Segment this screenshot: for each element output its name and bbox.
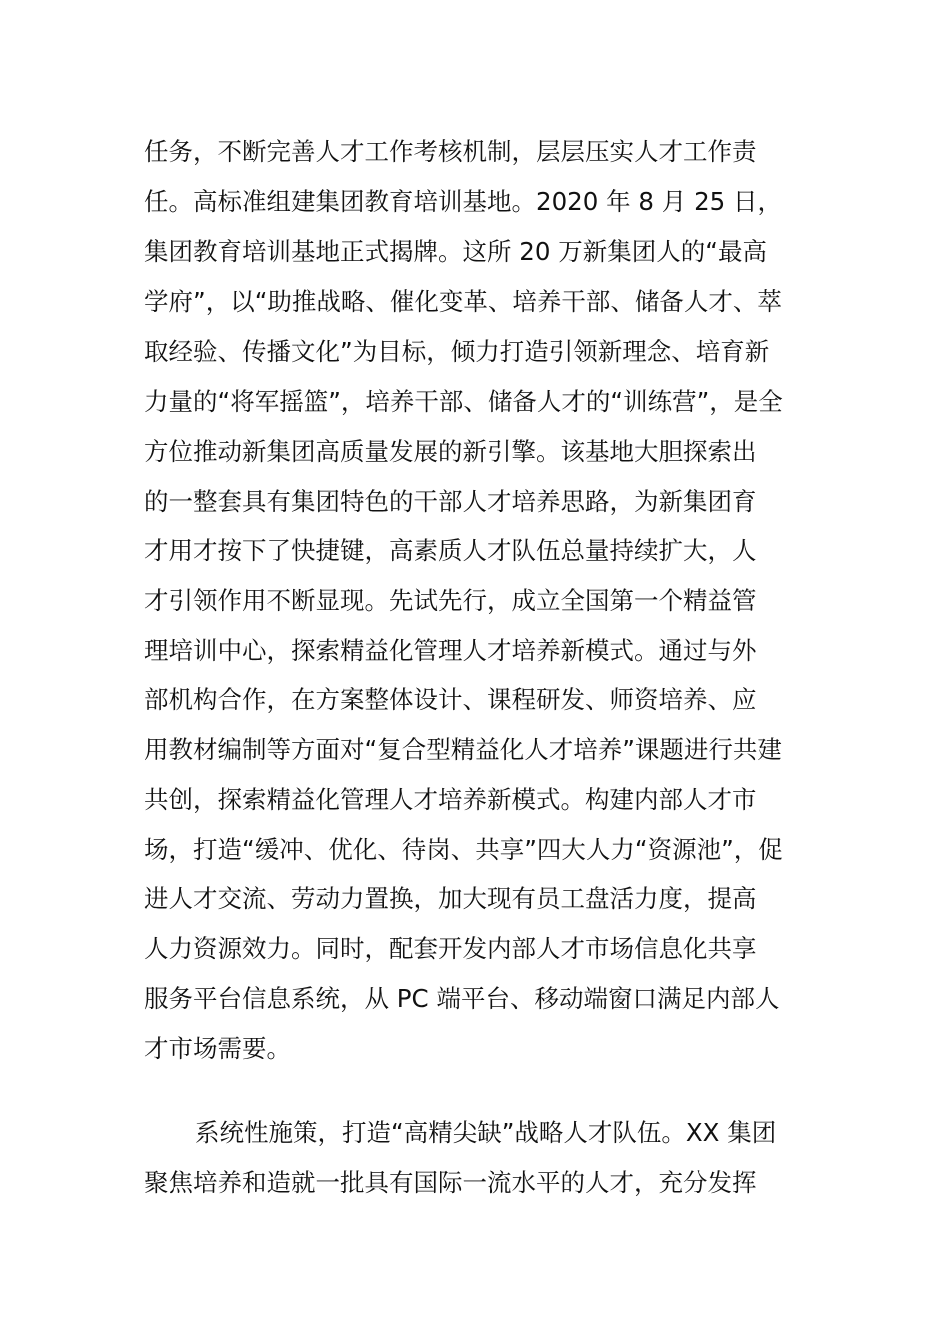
- paragraph-1-line-14: 共创，探索精益化管理人才培养新模式。构建内部人才市: [144, 785, 757, 814]
- paragraph-1-line-12: 部机构合作，在方案整体设计、课程研发、师资培养、应: [144, 685, 757, 714]
- paragraph-1-line-11: 理培训中心，探索精益化管理人才培养新模式。通过与外: [144, 636, 757, 665]
- paragraph-1-line-17: 人力资源效力。同时，配套开发内部人才市场信息化共享: [144, 934, 757, 963]
- paragraph-1-line-7: 方位推动新集团高质量发展的新引擎。该基地大胆探索出: [144, 437, 757, 466]
- paragraph-1-line-10: 才引领作用不断显现。先试先行，成立全国第一个精益管: [144, 586, 757, 615]
- paragraph-1-line-3: 集团教育培训基地正式揭牌。这所 20 万新集团人的“最高: [144, 237, 767, 266]
- paragraph-1-line-15: 场，打造“缓冲、优化、待岗、共享”四大人力“资源池”，促: [144, 835, 783, 864]
- paragraph-1-line-19: 才市场需要。: [144, 1034, 291, 1063]
- paragraph-1-line-2: 任。高标准组建集团教育培训基地。2020 年 8 月 25 日，: [144, 187, 783, 216]
- paragraph-1-line-18: 服务平台信息系统，从 PC 端平台、移动端窗口满足内部人: [144, 984, 780, 1013]
- paragraph-1-line-5: 取经验、传播文化”为目标，倾力打造引领新理念、培育新: [144, 337, 770, 366]
- paragraph-1-line-1: 任务，不断完善人才工作考核机制，层层压实人才工作责: [144, 137, 757, 166]
- paragraph-1-line-16: 进人才交流、劳动力置换，加大现有员工盘活力度，提高: [144, 884, 757, 913]
- paragraph-1-line-9: 才用才按下了快捷键，高素质人才队伍总量持续扩大，人: [144, 536, 757, 565]
- paragraph-1-line-6: 力量的“将军摇篮”，培养干部、储备人才的“训练营”，是全: [144, 387, 783, 416]
- paragraph-2-line-1: 系统性施策，打造“高精尖缺”战略人才队伍。XX 集团: [195, 1118, 777, 1147]
- paragraph-1-line-4: 学府”，以“助推战略、催化变革、培养干部、储备人才、萃: [144, 287, 782, 316]
- paragraph-2-line-2: 聚焦培养和造就一批具有国际一流水平的人才，充分发挥: [144, 1168, 757, 1197]
- paragraph-1-line-8: 的一整套具有集团特色的干部人才培养思路，为新集团育: [144, 487, 757, 516]
- paragraph-1-line-13: 用教材编制等方面对“复合型精益化人才培养”课题进行共建: [144, 735, 782, 764]
